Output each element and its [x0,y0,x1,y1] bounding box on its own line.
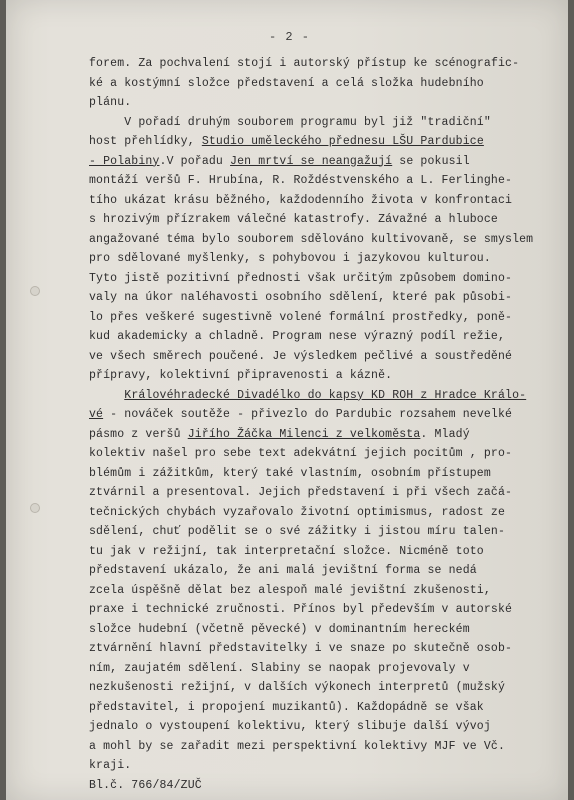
text-line [89,659,559,679]
text-segment: pásmo z veršů [89,427,188,441]
text-line [89,581,559,601]
document-body [89,54,559,795]
text-segment: se pokusil [392,154,470,168]
underlined-title: Jen mrtví se neangažují [230,154,393,168]
text-segment: praxe i technické zručnosti. Přínos byl především v autorské [89,603,513,616]
text-line [89,620,559,640]
text-segment: přípravy, kolektivní připravenosti a kázně. [89,369,393,382]
text-segment: kolektiv našel pro sebe text adekvátní jejich pocitům , pro- [89,447,513,460]
text-segment: Tyto jistě pozitivní přednosti však určitým způsobem domino- [89,271,513,285]
text-segment: .V pořadu [159,154,231,168]
text-segment: kraji. [89,759,132,772]
text-segment: ztvárnil a presentoval. Jejich představení i při všech začá- [89,486,513,499]
text-segment: a [145,57,153,70]
text-segment: představení ukázalo, že ani malá jevištní forma se nedá [89,564,477,577]
text-line [89,542,559,562]
text-line [89,522,559,542]
text-segment: s hrozivým přízrakem válečné katastrofy. Závažné a hluboce [89,213,498,226]
text-line [89,249,559,269]
text-segment: nezkušenosti režijní, v dalších výkonech interpretů (mužský [89,681,506,694]
text-segment: ké a kostýmní složce představení a celá složka hudebního [89,76,484,90]
text-segment: tu jak v režijní, tak interpretační složce. Nicméně toto [89,544,484,558]
text-line [89,717,559,737]
text-segment: pro sdělované myšlenky, s pohybovou i jazykovou kulturou. [89,252,491,265]
text-line [89,171,559,191]
page-number: - 2 - [269,30,311,44]
text-segment: složce hudební (včetně pěvecké) v dominantním hereckém [89,622,470,636]
text-line [89,483,559,503]
text-segment: zcela úspěšně dělat bez alespoň malé jevištní zkušenosti, [89,583,491,597]
underlined-title: Studio uměleckého přednesu LŠU Pardubice [201,135,484,148]
text-line [89,347,559,367]
text-line [89,54,559,74]
text-segment: ve všech směrech poučené. Je výsledkem pečlivé a soustředěné [89,349,513,363]
text-segment: valy na úkor naléhavosti osobního sdělení, které pak působi- [89,291,513,304]
text-segment [89,389,124,402]
text-segment: montáží veršů F. Hrubína, R. Roždéstvenského a L. Ferlinghe- [89,174,513,187]
text-segment: V pořadí druhým souborem programu byl již "tradiční" [89,115,491,129]
text-line [89,464,559,484]
text-segment: blémům i zážitkům, který také vlastním, osobním přístupem [89,466,491,480]
text-line [89,132,559,152]
text-line [89,230,559,250]
text-line [89,386,559,406]
text-line [89,405,559,425]
text-segment: sdělení, chuť podělit se o své zážitky i jistou míru talen- [89,525,506,538]
text-line [89,756,559,776]
text-line [89,444,559,464]
text-line [89,152,559,172]
text-segment: angažované téma bylo souborem sdělováno kultivovaně, se smyslem [89,232,534,246]
text-segment: představitel, i propojení muzikantů). Každopádně se však [89,700,484,714]
text-line [89,698,559,718]
text-line [89,327,559,347]
text-segment: forem. Z [89,57,146,70]
text-segment: - nováček soutěže - přivezlo do Pardubic rozsahem nevelké [103,408,513,421]
text-line [89,269,559,289]
text-segment: kud akademicky a chladně. Program nese výrazný podíl režie, [89,330,506,343]
punch-hole [30,503,40,513]
underlined-title: Královéhradecké Divadélko do kapsy KD ROH z Hradce Králo- [124,388,527,402]
underlined-title: Jiřího Žáčka Milenci z velkoměsta [187,427,421,441]
text-segment: tečnických chybách vyzařovalo životní optimismus, radost ze [89,505,506,519]
text-segment: host přehlídky, [89,135,202,148]
text-line [89,74,559,94]
text-line [89,191,559,211]
text-segment: lo přes veškeré sugestivně volené formální prostředky, poně- [89,310,513,324]
text-segment: jednalo o vystoupení kolektivu, který slibuje další vývoj [89,720,491,733]
text-line [89,737,559,757]
text-segment: plánu. [89,96,132,109]
text-line [89,639,559,659]
text-segment: a mohl by se zařadit mezi perspektivní kolektivy MJF ve Vč. [89,739,506,753]
text-line [89,210,559,230]
punch-hole [30,286,40,296]
text-line [89,776,559,796]
text-line [89,425,559,445]
underlined-title: vé [89,408,104,421]
text-segment: tího ukázat krásu běžného, každodenního života v konfrontaci [89,193,513,207]
text-segment: . Mladý [420,427,470,441]
text-line [89,366,559,386]
underlined-title: - Polabiny [89,154,160,168]
text-segment: Bl.č. 766/84/ZUČ [89,778,202,792]
text-line [89,308,559,328]
document-page [6,0,568,800]
text-line [89,113,559,133]
text-line [89,678,559,698]
text-segment: ním, zaujatém sdělení. Slabiny se naopak projevovaly v [89,661,470,675]
text-line [89,600,559,620]
text-line [89,561,559,581]
text-line [89,288,559,308]
text-segment: pochvalení stojí i autorský přístup ke scénografic- [152,57,520,70]
text-line [89,503,559,523]
text-segment: ztvárnění hlavní představitelky i ve snaze po skutečně osob- [89,642,513,655]
text-line [89,93,559,113]
